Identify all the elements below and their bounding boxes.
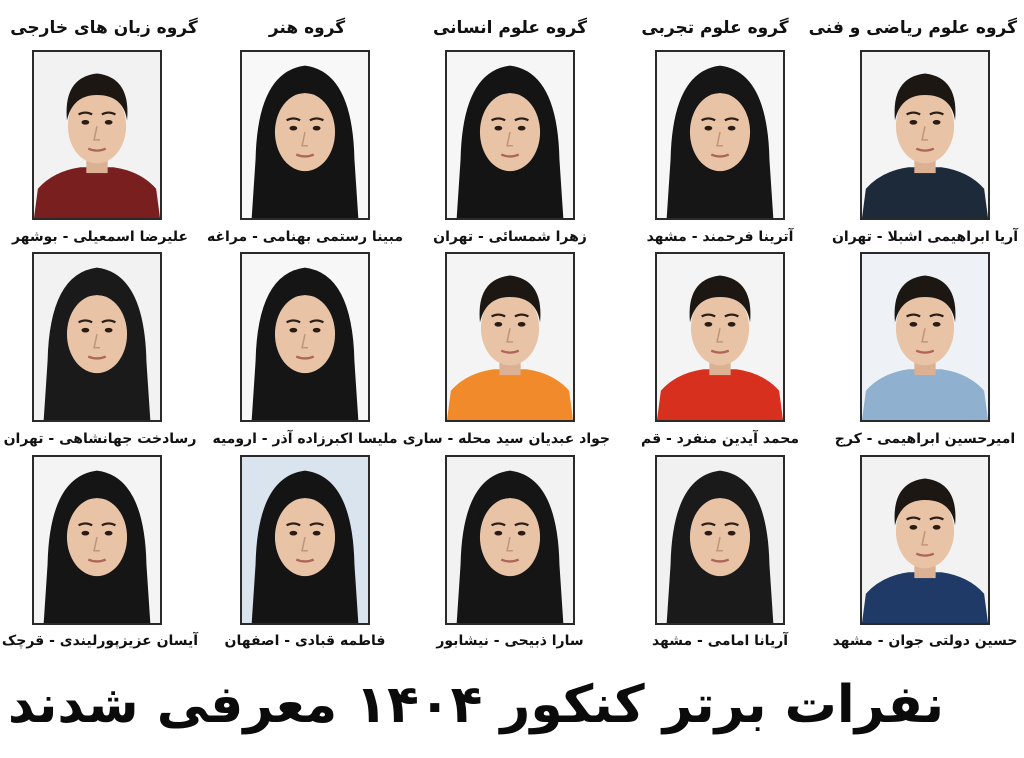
student-name: حسین دولتی جوان - مشهد — [832, 633, 1018, 649]
student-photo — [860, 50, 990, 220]
headline: نفرات برتر کنکور ۱۴۰۴ معرفی شدند — [7, 675, 944, 735]
portrait-illustration — [447, 52, 573, 218]
student-name: ملیسا اکبرزاده آذر - ارومیه — [212, 431, 398, 447]
student-photo — [655, 50, 785, 220]
student-photo — [240, 455, 370, 625]
student-name: زهرا شمسائی - تهران — [433, 229, 587, 245]
portrait-illustration — [242, 52, 368, 218]
student-name: آیسان عزیزپورلیندی - قرچک — [1, 633, 199, 649]
student-name: رسادخت جهانشاهی - تهران — [3, 431, 197, 447]
student-name: محمد آیدین منفرد - قم — [640, 431, 800, 447]
portrait-illustration — [862, 457, 988, 623]
student-name: آترینا فرحمند - مشهد — [646, 229, 794, 245]
portrait-illustration — [862, 254, 988, 420]
group-header-humanities: گروه علوم انسانی — [432, 18, 588, 38]
portrait-illustration — [242, 254, 368, 420]
student-photo — [655, 252, 785, 422]
portrait-illustration — [862, 52, 988, 218]
student-name: مبینا رستمی بهنامی - مراغه — [207, 229, 403, 245]
student-name: علیرضا اسمعیلی - بوشهر — [11, 229, 189, 245]
student-name: آریانا امامی - مشهد — [651, 633, 789, 649]
student-photo — [860, 455, 990, 625]
student-photo — [860, 252, 990, 422]
student-photo — [32, 455, 162, 625]
group-header-experimental-sciences: گروه علوم تجربی — [641, 18, 789, 38]
group-header-foreign-languages: گروه زبان های خارجی — [10, 18, 198, 38]
student-photo — [655, 455, 785, 625]
student-photo — [240, 50, 370, 220]
portrait-illustration — [34, 254, 160, 420]
portrait-illustration — [34, 457, 160, 623]
group-header-art: گروه هنر — [268, 18, 346, 38]
portrait-illustration — [657, 52, 783, 218]
student-name: جواد عبدیان سید محله - ساری — [402, 431, 610, 447]
student-photo — [240, 252, 370, 422]
student-photo — [32, 50, 162, 220]
portrait-illustration — [242, 457, 368, 623]
student-photo — [32, 252, 162, 422]
portrait-illustration — [657, 254, 783, 420]
portrait-illustration — [34, 52, 160, 218]
student-name: فاطمه قبادی - اصفهان — [224, 633, 386, 649]
student-name: امیرحسین ابراهیمی - کرج — [834, 431, 1016, 447]
portrait-illustration — [447, 254, 573, 420]
portrait-illustration — [657, 457, 783, 623]
student-name: سارا ذبیحی - نیشابور — [436, 633, 584, 649]
portrait-illustration — [447, 457, 573, 623]
student-photo — [445, 252, 575, 422]
student-photo — [445, 455, 575, 625]
student-name: آریا ابراهیمی اشبلا - تهران — [831, 229, 1019, 245]
group-header-math: گروه علوم ریاضی و فنی — [808, 18, 1017, 38]
student-photo — [445, 50, 575, 220]
